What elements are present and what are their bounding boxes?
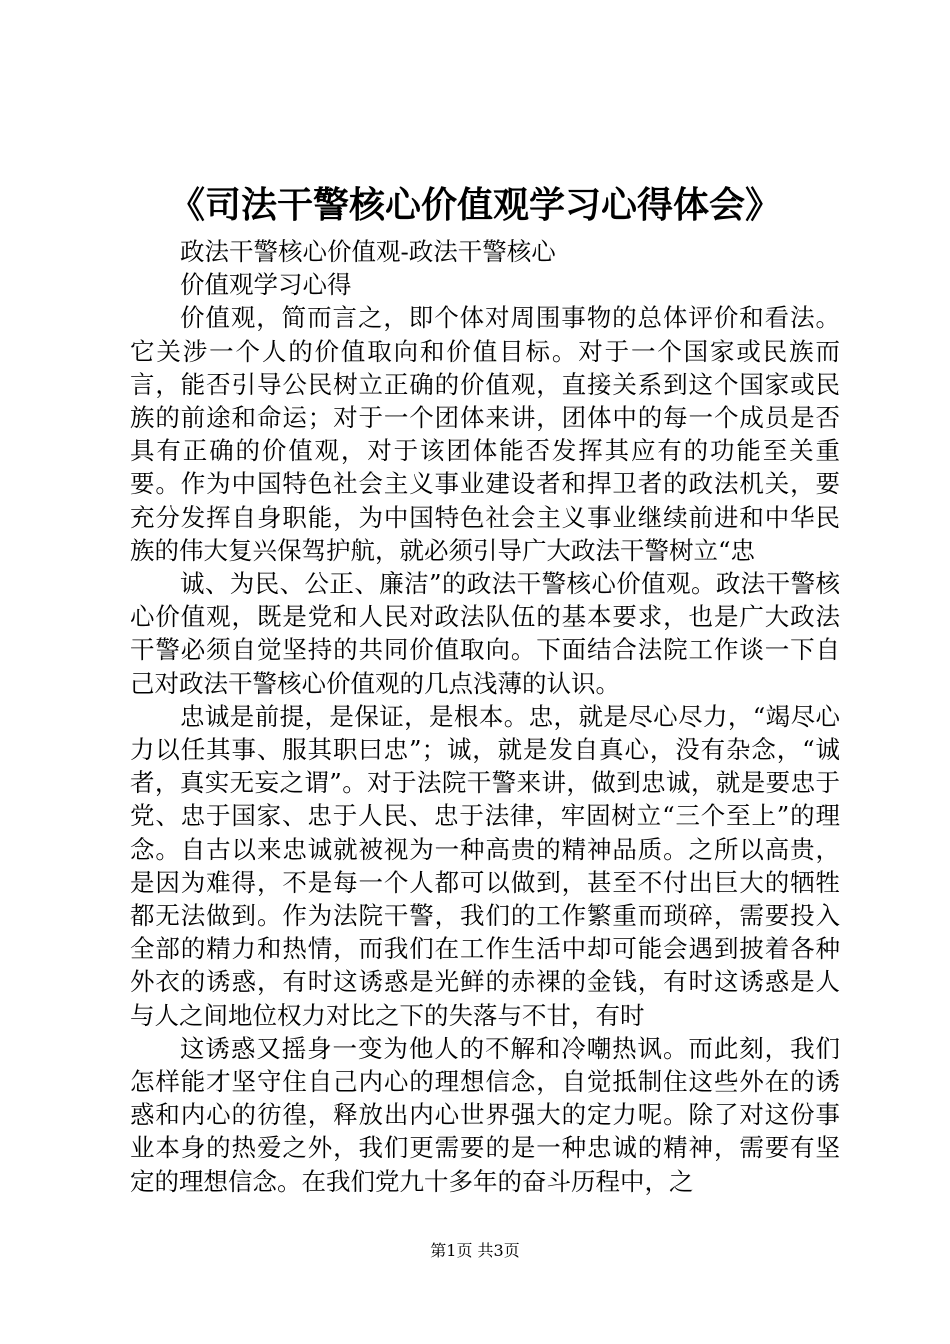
paragraph-1: 价值观，简而言之，即个体对周围事物的总体评价和看法。它关涉一个人的价值取向和价值目标。对于一个国家或民族而言，能否引导公民树立正确的价值观，直接关系到这个国家或民族的前途和命运；对于一个团体来讲，团体中的每一个成员是否具有正确的价值观，对于该团体能否发挥其应有的功能至关重要。作为中国特色社会主义事业建设者和捍卫者的政法机关，要充分发挥自身职能，为中国特色社会主义事业继续前进和中华民族的伟大复兴保驾护航，就必须引导广大政法干警树立“忠 <box>130 303 840 565</box>
paragraph-3: 忠诚是前提，是保证，是根本。忠，就是尽心尽力，“竭尽心力以任其事、服其职曰忠”；诚，就是发自真心，没有杂念，“诚者，真实无妄之谓”。对于法院干警来讲，做到忠诚，就是要忠于党、忠于国家、忠于人民、忠于法律，牢固树立“三个至上”的理念。自古以来忠诚就被视为一种高贵的精神品质。之所以高贵，是因为难得，不是每一个人都可以做到，甚至不付出巨大的牺牲都无法做到。作为法院干警，我们的工作繁重而琐碎，需要投入全部的精力和热情，而我们在工作生活中却可能会遇到披着各种外衣的诱惑，有时这诱惑是光鲜的赤裸的金钱，有时这诱惑是人与人之间地位权力对比之下的失落与不甘，有时 <box>130 701 840 1030</box>
paragraph-subtitle-2: 价值观学习心得 <box>180 270 352 300</box>
paragraph-4: 这诱惑又摇身一变为他人的不解和冷嘲热讽。而此刻，我们怎样能才坚守住自己内心的理想信念，自觉抵制住这些外在的诱惑和内心的彷徨，释放出内心世界强大的定力呢。除了对这份事业本身的热爱之外，我们更需要的是一种忠诚的精神，需要有坚定的理想信念。在我们党九十多年的奋斗历程中，之 <box>130 1033 840 1196</box>
page-footer: 第1页 共3页 <box>430 1241 520 1260</box>
document-body <box>130 235 840 1198</box>
document-title: 《司法干警核心价值观学习心得体会》 <box>168 184 781 226</box>
paragraph-subtitle-1: 政法干警核心价值观-政法干警核心 <box>180 237 556 266</box>
paragraph-2: 诚、为民、公正、廉洁”的政法干警核心价值观。政法干警核心价值观，既是党和人民对政法队伍的基本要求，也是广大政法干警必须自觉坚持的共同价值取向。下面结合法院工作谈一下自己对政法干警核心价值观的几点浅薄的认识。 <box>130 569 840 698</box>
